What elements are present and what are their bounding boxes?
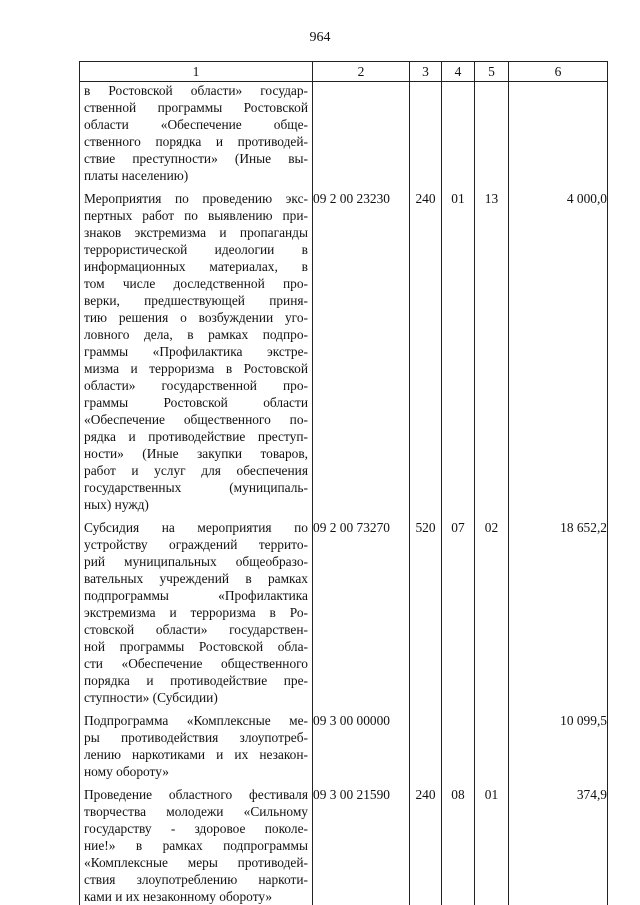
row-name-line: ных) нужд) [84,497,149,512]
row-name-line: порядка и противодействие пре- [84,673,308,688]
row-name-line: ствие преступности» (Иные вы- [84,151,308,166]
row-name-line: ние!» в рамках подпрограммы [84,838,308,853]
row-name-line: ной программы Ростовской обла- [84,639,308,654]
sum-cell: 374,9 [509,786,608,905]
row-name-line: граммы «Профилактика экстре- [84,344,308,359]
sum-cell: 10 099,5 [509,712,608,780]
row-name-line: ственной программы Ростовской [84,100,308,115]
row-name-line: стовской области» государствен- [84,622,308,637]
vr-cell [410,82,442,185]
column-header: 1 [80,62,313,82]
vr-cell: 240 [410,190,442,513]
table-row [80,82,608,185]
sum-cell: 18 652,2 [509,519,608,706]
row-name-line: террористической идеологии в [84,242,308,257]
row-name-line: ры противодействия злоупотреб- [84,730,308,745]
row-name-cell [80,786,313,905]
row-name-line: области «Обеспечение обще- [84,117,308,132]
row-name-line: ствия злоупотреблению наркоти- [84,872,308,887]
row-name-cell [80,82,313,185]
row-name-line: экстремизма и терроризма в Ро- [84,605,308,620]
row-name-line: Подпрограмма «Комплексные ме- [84,713,308,728]
row-name-cell [80,519,313,706]
table-row [80,519,608,706]
row-name-line: государству - здоровое поколе- [84,821,308,836]
rz-cell [442,82,475,185]
row-name-line: вательных учреждений в рамках [84,571,308,586]
sum-cell: 4 000,0 [509,190,608,513]
row-name-line: мизма и терроризма в Ростовской [84,361,308,376]
table-row [80,190,608,513]
page-number: 964 [309,30,331,45]
row-name-line: ками и их незаконному обороту» [84,889,273,904]
pr-cell: 02 [475,519,509,706]
column-header: 3 [410,62,442,82]
row-name-line: Мероприятия по проведению экс- [84,191,308,206]
row-name-line: государственных (муниципаль- [84,480,308,495]
row-name-line: тию решения о возбуждении уго- [84,310,308,325]
row-name-line: «Обеспечение общественного по- [84,412,308,427]
rz-cell: 07 [442,519,475,706]
row-name-line: знаков экстремизма и пропаганды [84,225,308,240]
row-name-line: том числе доследственной про- [84,276,308,291]
header-row [80,62,608,82]
row-name-line: в Ростовской области» государ- [84,83,308,98]
vr-cell: 240 [410,786,442,905]
budget-table [79,61,608,905]
row-name-line: рий муниципальных общеобразо- [84,554,308,569]
code-cell: 09 2 00 73270 [313,519,410,706]
row-name-line: ному обороту» [84,764,169,779]
row-name-line: Субсидия на мероприятия по [84,520,308,535]
code-cell: 09 3 00 00000 [313,712,410,780]
row-name-line: платы населению) [84,168,189,183]
row-name-line: работ и услуг для обеспечения [84,463,308,478]
rz-cell: 08 [442,786,475,905]
vr-cell: 520 [410,519,442,706]
row-name-line: граммы Ростовской области [84,395,308,410]
row-name-line: ственного порядка и противодей- [84,134,308,149]
code-cell: 09 2 00 23230 [313,190,410,513]
row-name-line: Проведение областного фестиваля [84,787,308,802]
row-name-line: творчества молодежи «Сильному [84,804,308,819]
sum-cell [509,82,608,185]
vr-cell [410,712,442,780]
row-name-line: сти «Обеспечение общественного [84,656,308,671]
row-name-line: рядка и противодействие преступ- [84,429,308,444]
row-name-line: лению наркотиками и их незакон- [84,747,308,762]
row-name-cell [80,712,313,780]
code-cell: 09 3 00 21590 [313,786,410,905]
row-name-line: подпрограммы «Профилактика [84,588,308,603]
row-name-line: «Комплексные меры противодей- [84,855,308,870]
column-header: 6 [509,62,608,82]
rz-cell: 01 [442,190,475,513]
row-name-line: ловного дела, в рамках подпро- [84,327,308,342]
column-header: 2 [313,62,410,82]
row-name-line: верки, предшествующей приня- [84,293,308,308]
row-name-line: области» государственной про- [84,378,308,393]
pr-cell: 13 [475,190,509,513]
table-row [80,786,608,905]
pr-cell [475,82,509,185]
row-name-cell [80,190,313,513]
pr-cell [475,712,509,780]
rz-cell [442,712,475,780]
column-header: 4 [442,62,475,82]
table-row [80,712,608,780]
pr-cell: 01 [475,786,509,905]
row-name-line: пертных работ по выявлению при- [84,208,308,223]
column-header: 5 [475,62,509,82]
row-name-line: информационных материалах, в [84,259,308,274]
row-name-line: устройству ограждений террито- [84,537,308,552]
row-name-line: ности» (Иные закупки товаров, [84,446,308,461]
code-cell [313,82,410,185]
row-name-line: ступности» (Субсидии) [84,690,218,705]
